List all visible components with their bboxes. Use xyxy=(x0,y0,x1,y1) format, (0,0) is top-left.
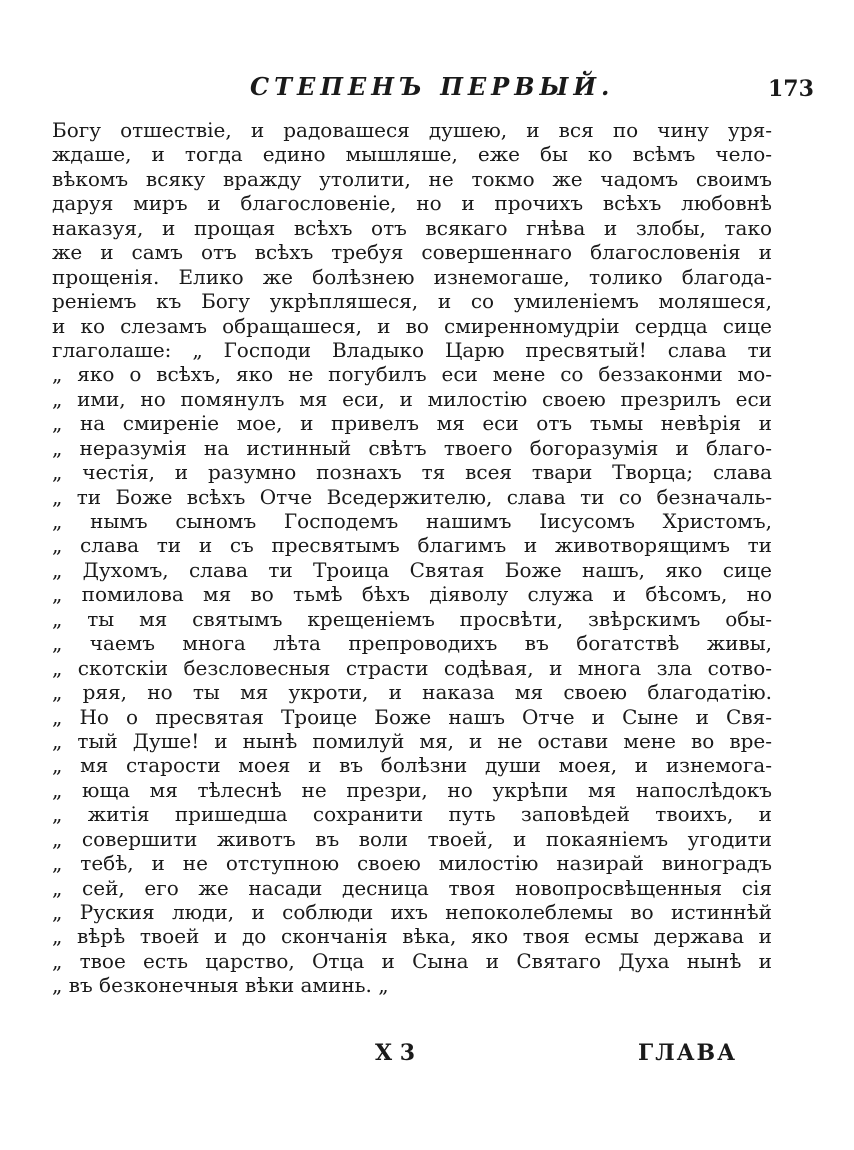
text-line: „ нымъ сыномъ Господемъ нашимъ Іисусомъ Христомъ, xyxy=(52,509,772,533)
text-line: „ яко о всѣхъ, яко не погубилъ еси мене со беззаконми мо- xyxy=(52,362,772,387)
text-line: „ Духомъ, слава ти Троица Святая Боже нашъ, яко сице xyxy=(52,557,772,582)
text-line: „ тый Душе! и нынѣ помилуй мя, и не остави мене во вре- xyxy=(52,728,772,753)
text-line: „ вѣрѣ твоей и до скончанія вѣка, яко твоя есмы держава и xyxy=(52,924,772,949)
text-line: и ко слезамъ обращашеся, и во смиренномудріи сердца сице xyxy=(52,313,772,338)
text-line: „ мя старости моея и въ болѣзни души моея, и изнемога- xyxy=(52,753,772,778)
text-line: „ неразумія на истинный свѣтъ твоего богоразумія и благо- xyxy=(52,435,772,460)
text-line: „ скотскіи безсловесныя страсти содѣвая, и многа зла сотво- xyxy=(52,655,772,680)
body-text xyxy=(52,118,772,998)
text-line: „ на смиреніе мое, и привелъ мя еси отъ тьмы невѣрія и xyxy=(52,411,772,436)
text-line: даруя миръ и благословеніе, но и прочихъ всѣхъ любовнѣ xyxy=(52,191,772,216)
text-line: Богу отшествіе, и радовашеся душею, и вся по чину уря- xyxy=(52,118,772,142)
text-line: глаголаше: „ Господи Владыко Царю пресвятый! слава ти xyxy=(52,337,772,362)
text-line: „ ими, но помянулъ мя еси, и милостію своею презрилъ еси xyxy=(52,386,772,411)
text-line: „ Руския люди, и соблюди ихъ непоколеблемы во истиннѣй xyxy=(52,900,772,924)
text-line: же и самъ отъ всѣхъ требуя совершеннаго благословенія и xyxy=(52,240,772,265)
text-line: „ честія, и разумно познахъ тя всея твари Творца; слава xyxy=(52,460,772,485)
catchword: ГЛАВА xyxy=(638,1040,738,1066)
page-number: 173 xyxy=(768,76,814,102)
text-line: вѣкомъ всяку вражду утолити, не токмо же чадомъ своимъ xyxy=(52,166,772,191)
text-line: „ ряя, но ты мя укроти, и наказа мя своею благодатію. xyxy=(52,680,772,705)
text-line: „ сей, его же насади десница твоя новопросвѣщенныя сія xyxy=(52,875,772,900)
text-line: „ ты мя святымъ крещеніемъ просвѣти, звѣрскимъ обы- xyxy=(52,606,772,631)
text-line: „ ти Боже всѣхъ Отче Вседержителю, слава ти со безначаль- xyxy=(52,484,772,509)
text-line: „ Но о пресвятая Троице Боже нашъ Отче и Сыне и Свя- xyxy=(52,704,772,729)
text-line: „ твое есть царство, Отца и Сына и Святаго Духа нынѣ и xyxy=(52,948,772,973)
text-line: „ юща мя тѣлеснѣ не презри, но укрѣпи мя напослѣдокъ xyxy=(52,777,772,802)
text-line: „ въ безконечныя вѣки аминь. „ xyxy=(52,973,389,998)
text-line: реніемъ къ Богу укрѣпляшеся, и со умиленіемъ моляшеся, xyxy=(52,289,772,314)
text-line: „ тебѣ, и не отступною своею милостію назирай виноградъ xyxy=(52,851,772,876)
text-line: ждаше, и тогда едино мышляше, еже бы ко всѣмъ чело- xyxy=(52,142,772,167)
text-line: „ слава ти и съ пресвятымъ благимъ и животворящимъ ти xyxy=(52,533,772,558)
signature-mark: Х 3 xyxy=(375,1040,416,1066)
text-line: „ житія пришедша сохранити путь заповѣдей твоихъ, и xyxy=(52,802,772,827)
text-line: прощенія. Елико же болѣзнею изнемогаше, толико благода- xyxy=(52,264,772,289)
text-line: наказуя, и прощая всѣхъ отъ всякаго гнѣва и злобы, тако xyxy=(52,215,772,240)
text-line: „ помилова мя во тьмѣ бѣхъ діяволу служа и бѣсомъ, но xyxy=(52,582,772,607)
text-line: „ чаемъ многа лѣта препроводихъ въ богатствѣ живы, xyxy=(52,631,772,656)
running-head-title: СТЕПЕНЪ ПЕРВЫЙ. xyxy=(250,72,615,101)
text-line: „ совершити животъ въ воли твоей, и покаяніемъ угодити xyxy=(52,826,772,851)
